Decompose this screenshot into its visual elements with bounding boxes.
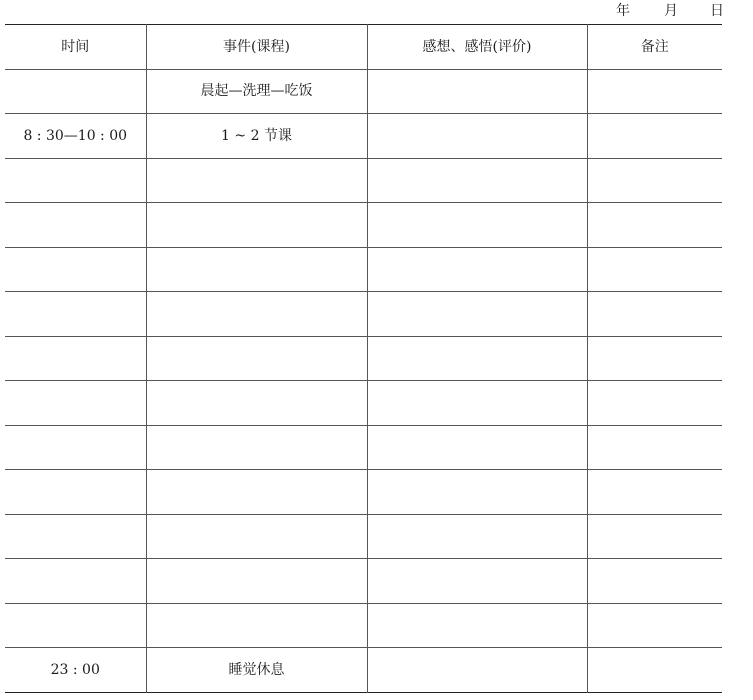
cell-notes	[587, 114, 722, 159]
cell-event: 晨起—洗理—吃饭	[146, 69, 367, 114]
table-row	[5, 603, 722, 648]
cell-event	[146, 425, 367, 470]
cell-reflection	[367, 603, 587, 648]
cell-reflection	[367, 470, 587, 515]
cell-event	[146, 292, 367, 337]
cell-notes	[587, 336, 722, 381]
daily-log-table	[5, 24, 722, 693]
table-row	[5, 470, 722, 515]
cell-event	[146, 203, 367, 248]
date-day-label: 日	[710, 3, 724, 19]
table-row	[5, 69, 722, 114]
cell-time	[5, 292, 146, 337]
cell-time	[5, 247, 146, 292]
cell-event	[146, 247, 367, 292]
cell-time	[5, 336, 146, 381]
header-time: 时间	[61, 38, 90, 55]
cell-reflection	[367, 292, 587, 337]
cell-reflection	[367, 203, 587, 248]
cell-event	[146, 381, 367, 426]
cell-reflection	[367, 381, 587, 426]
table-row	[5, 514, 722, 559]
cell-reflection	[367, 425, 587, 470]
cell-event	[146, 514, 367, 559]
header-row	[5, 25, 722, 70]
cell-reflection	[367, 247, 587, 292]
cell-time	[5, 203, 146, 248]
table-row	[5, 292, 722, 337]
cell-event	[146, 336, 367, 381]
cell-reflection	[367, 559, 587, 604]
cell-time	[5, 470, 146, 515]
cell-notes	[587, 69, 722, 114]
cell-notes	[587, 158, 722, 203]
cell-notes	[587, 470, 722, 515]
table-row	[5, 336, 722, 381]
cell-event	[146, 470, 367, 515]
table-row	[5, 381, 722, 426]
cell-event	[146, 603, 367, 648]
table-row	[5, 158, 722, 203]
header-event: 事件(课程)	[146, 25, 367, 70]
cell-time	[5, 603, 146, 648]
cell-reflection	[367, 114, 587, 159]
cell-reflection	[367, 336, 587, 381]
cell-time	[5, 514, 146, 559]
cell-notes	[587, 559, 722, 604]
cell-notes	[587, 425, 722, 470]
table-row	[5, 559, 722, 604]
cell-notes	[587, 292, 722, 337]
cell-event: 睡觉休息	[146, 648, 367, 693]
cell-time	[5, 158, 146, 203]
date-year-label: 年	[616, 3, 630, 19]
cell-notes	[587, 603, 722, 648]
cell-reflection	[367, 158, 587, 203]
cell-reflection	[367, 648, 587, 693]
cell-time	[5, 425, 146, 470]
table-row	[5, 425, 722, 470]
cell-time	[5, 559, 146, 604]
cell-event	[146, 559, 367, 604]
cell-time	[5, 381, 146, 426]
table-row	[5, 247, 722, 292]
cell-notes	[587, 648, 722, 693]
cell-time: 23 : 00	[5, 648, 146, 693]
cell-time	[5, 69, 146, 114]
header-notes: 备注	[587, 25, 722, 70]
cell-reflection	[367, 69, 587, 114]
cell-notes	[587, 247, 722, 292]
cell-notes	[587, 203, 722, 248]
date-line	[0, 0, 753, 24]
cell-reflection	[367, 514, 587, 559]
table-row	[5, 203, 722, 248]
table-row	[5, 648, 722, 693]
cell-time: 8 : 30—10 : 00	[5, 114, 146, 159]
table-row	[5, 114, 722, 159]
header-reflection: 感想、感悟(评价)	[367, 25, 587, 70]
cell-notes	[587, 514, 722, 559]
cell-event: 1 ~ 2 节课	[146, 114, 367, 159]
table-body	[5, 69, 722, 692]
date-month-label: 月	[664, 3, 678, 19]
cell-event	[146, 158, 367, 203]
cell-notes	[587, 381, 722, 426]
